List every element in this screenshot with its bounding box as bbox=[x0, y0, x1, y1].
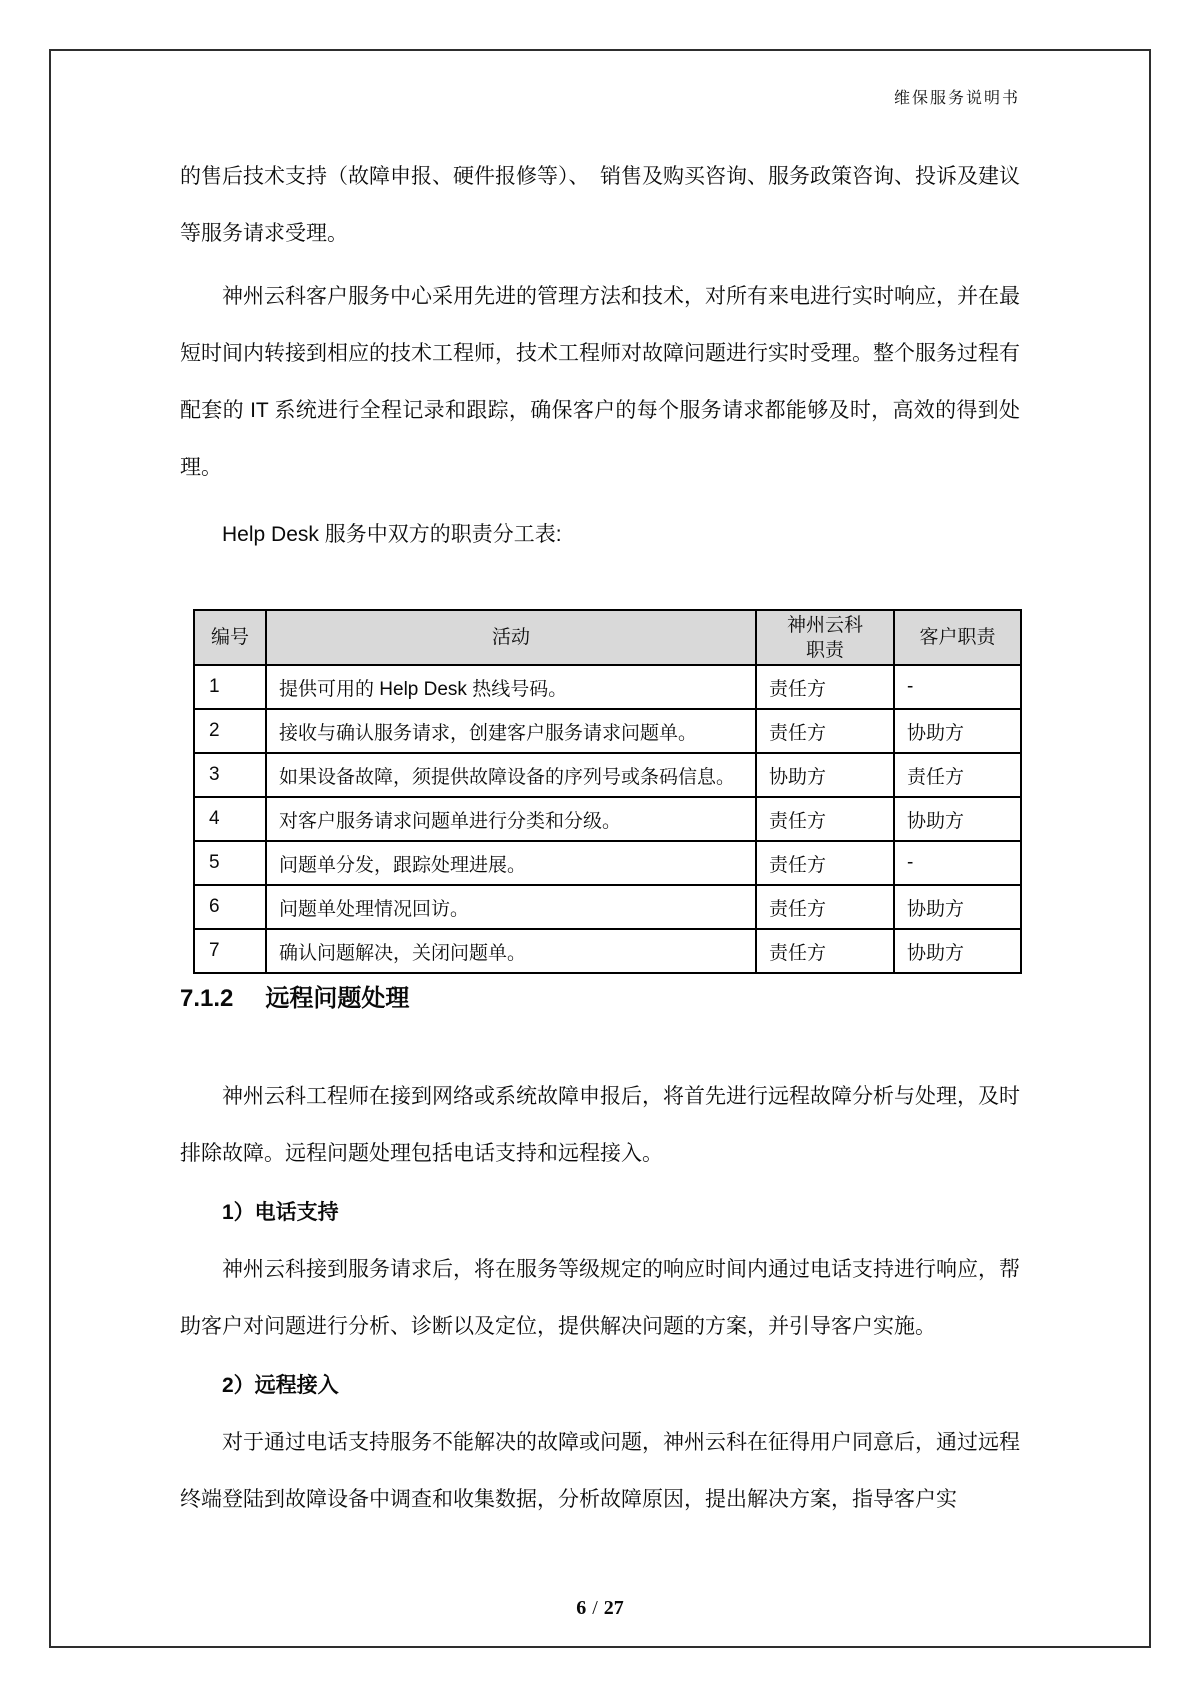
cell-activity: 接收与确认服务请求，创建客户服务请求问题单。 bbox=[266, 709, 756, 753]
table-row bbox=[194, 841, 1021, 885]
header-cell-id: 编号 bbox=[194, 610, 266, 665]
header-cell-customer-responsibility: 客户职责 bbox=[894, 610, 1021, 665]
cell-row-number: 4 bbox=[194, 797, 266, 841]
table-row bbox=[194, 753, 1021, 797]
cell-row-number: 7 bbox=[194, 929, 266, 973]
footer-page-total: 27 bbox=[603, 1597, 624, 1619]
cell-customer-role: 协助方 bbox=[894, 885, 1021, 929]
header-cell-activity: 活动 bbox=[266, 610, 756, 665]
cell-customer-role: 责任方 bbox=[894, 753, 1021, 797]
cell-customer-role: 协助方 bbox=[894, 709, 1021, 753]
cell-activity: 提供可用的 Help Desk 热线号码。 bbox=[266, 665, 756, 709]
cell-row-number: 2 bbox=[194, 709, 266, 753]
table-row bbox=[194, 929, 1021, 973]
cell-dcn-role: 责任方 bbox=[756, 929, 894, 973]
paragraph-service-center: 神州云科客户服务中心采用先进的管理方法和技术，对所有来电进行实时响应，并在最短时间内转接到相应的技术工程师，技术工程师对故障问题进行实时受理。整个服务过程有配套的 IT 系统进行全程记录和跟踪，确保客户的每个服务请求都能够及时，高效的得到处理。 bbox=[180, 285, 1020, 479]
cell-activity: 对客户服务请求问题单进行分类和分级。 bbox=[266, 797, 756, 841]
running-header-title: 维保服务说明书 bbox=[893, 90, 1020, 107]
cell-row-number: 6 bbox=[194, 885, 266, 929]
table-row bbox=[194, 885, 1021, 929]
cell-activity: 问题单分发，跟踪处理进展。 bbox=[266, 841, 756, 885]
page-footer bbox=[51, 1597, 1149, 1620]
paragraph-remote-access: 对于通过电话支持服务不能解决的故障或问题，神州云科在征得用户同意后，通过远程终端登陆到故障设备中调查和收集数据，分析故障原因，提出解决方案，指导客户实 bbox=[180, 1431, 1020, 1511]
cell-activity: 如果设备故障，须提供故障设备的序列号或条码信息。 bbox=[266, 753, 756, 797]
section-title: 远程问题处理 bbox=[265, 985, 410, 1012]
cell-dcn-role: 责任方 bbox=[756, 709, 894, 753]
cell-customer-role: 协助方 bbox=[894, 929, 1021, 973]
header-cell-dcn-responsibility bbox=[756, 610, 894, 665]
cell-customer-role: 协助方 bbox=[894, 797, 1021, 841]
table-header-row bbox=[194, 610, 1021, 665]
table-row bbox=[194, 665, 1021, 709]
cell-activity: 确认问题解决，关闭问题单。 bbox=[266, 929, 756, 973]
paragraph-service-requests: 的售后技术支持（故障申报、硬件报修等）、 销售及购买咨询、服务政策咨询、投诉及建议等服务请求受理。 bbox=[180, 165, 1020, 245]
section-number: 7.1.2 bbox=[180, 985, 234, 1012]
cell-row-number: 5 bbox=[194, 841, 266, 885]
cell-activity: 问题单处理情况回访。 bbox=[266, 885, 756, 929]
paragraph-remote-handling: 神州云科工程师在接到网络或系统故障申报后，将首先进行远程故障分析与处理，及时排除故障。远程问题处理包括电话支持和远程接入。 bbox=[180, 1085, 1020, 1165]
cell-dcn-role: 责任方 bbox=[756, 841, 894, 885]
cell-customer-role: - bbox=[894, 665, 1021, 709]
subheading-phone-support: 1）电话支持 bbox=[222, 1201, 339, 1224]
cell-dcn-role: 协助方 bbox=[756, 753, 894, 797]
table-row bbox=[194, 797, 1021, 841]
cell-dcn-role: 责任方 bbox=[756, 665, 894, 709]
section-heading-7-1-2 bbox=[180, 982, 1020, 1016]
header-dcn-line1: 神州云科 bbox=[786, 614, 863, 636]
cell-dcn-role: 责任方 bbox=[756, 797, 894, 841]
header-dcn-line2: 职责 bbox=[805, 639, 844, 661]
table-row bbox=[194, 709, 1021, 753]
subheading-remote-access: 2）远程接入 bbox=[222, 1374, 339, 1397]
responsibilities-table bbox=[193, 609, 1022, 974]
page-border-frame bbox=[49, 49, 1151, 1648]
paragraph-helpdesk-table-intro: Help Desk 服务中双方的职责分工表: bbox=[222, 523, 562, 546]
cell-row-number: 3 bbox=[194, 753, 266, 797]
footer-page-number: 6 bbox=[576, 1597, 587, 1619]
cell-row-number: 1 bbox=[194, 665, 266, 709]
cell-dcn-role: 责任方 bbox=[756, 885, 894, 929]
paragraph-phone-support: 神州云科接到服务请求后，将在服务等级规定的响应时间内通过电话支持进行响应，帮助客户对问题进行分析、诊断以及定位，提供解决问题的方案，并引导客户实施。 bbox=[180, 1258, 1020, 1338]
footer-separator: / bbox=[592, 1597, 598, 1619]
page-content bbox=[51, 148, 1149, 1528]
cell-customer-role: - bbox=[894, 841, 1021, 885]
